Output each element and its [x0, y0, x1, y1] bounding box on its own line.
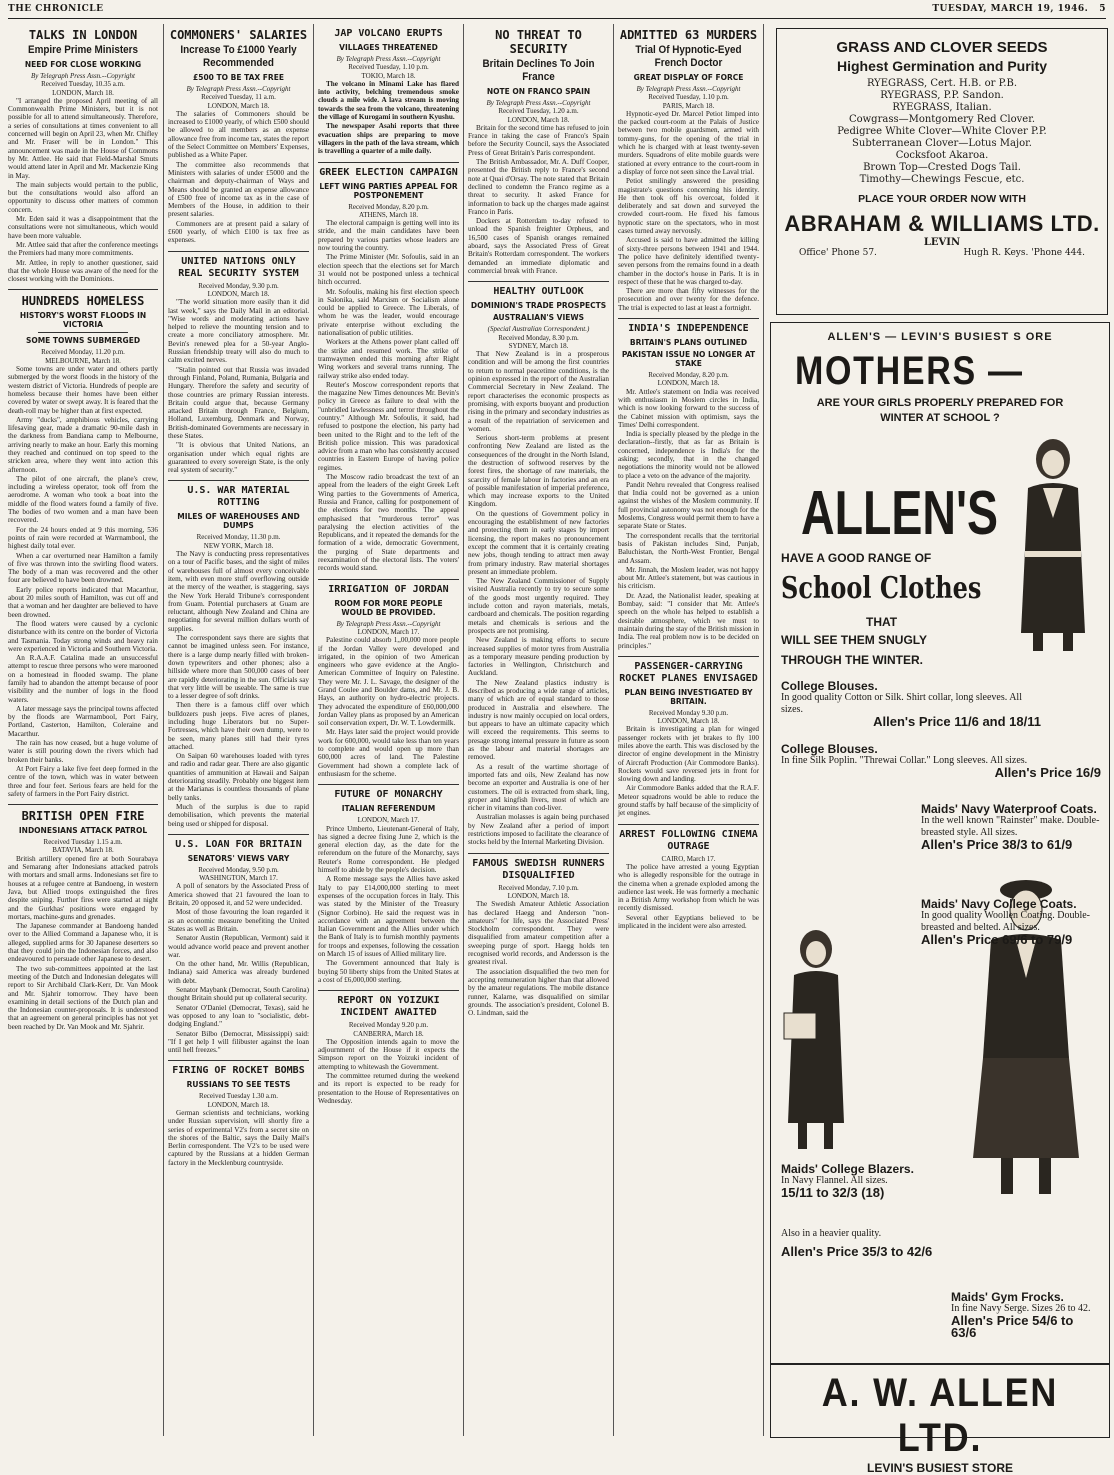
paragraph: "Stalin pointed out that Russia was invaded through Finland, Poland, Rumania, Bulgaria and Hungary. Therefore the safety and security of those countries are primary Russian interests. Britain could argue that, because Germany attacked Britain through France, Belgium, Holland, Luxemburg, Denmark and Norway, British-dominated Governments are necessary in these States. [168, 365, 309, 440]
headline: HUNDREDS HOMELESS [21, 294, 145, 309]
headline: UNITED NATIONS ONLY REAL SECURITY SYSTEM [178, 255, 299, 279]
paragraph: Senator Bilbo (Democrat, Mississippi) said: "If I get help I will filibuster against the loan until hell freezes." [168, 1029, 309, 1055]
paragraph: Army "ducks", amphibious vehicles, carrying lifesaving gear, made a dramatic 90-mile dash in the darkness from Bandiana camp to Melbourne, arriving nearly to make an hour. Early this morning they reached and continued on top speed to the stricken area, where they went into action this afternoon. [8, 415, 158, 474]
article-body [618, 725, 759, 817]
paragraph: An R.A.A.F. Catalina made an unsuccessful attempt to rescue three persons who were marooned on a homestead in flooded swamp. The plane family had to abandon the attempt because of poor visibility and the number of logs in the flood waters. [8, 654, 158, 704]
deck: RUSSIANS TO SEE TESTS [186, 1080, 291, 1090]
dateline: WASHINGTON, March 17. [199, 874, 278, 883]
ad-firm-name: ABRAHAM & WILLIAMS LTD. [784, 211, 1100, 236]
paragraph: Mr. Attlee's statement on India was received with enthusiasm in Moslem circles in India, which is now looking forward to the success of the Cabinet mission with optimism, says the Times' Delhi correspondent. [618, 387, 759, 429]
ad-item-college-blazers: Maids' College Blazers. In Navy Flannel. All sizes. 15/11 to 32/3 (18) [781, 1162, 914, 1200]
article-commoners-salaries [168, 28, 309, 245]
deck: £500 TO BE TAX FREE [193, 73, 284, 82]
deck: SENATORS' VIEWS VARY [187, 853, 290, 863]
deck: NOTE ON FRANCO SPAIN [486, 87, 591, 96]
paragraph: Mr. Attlee, in reply to another questioner, said that the whole House was aware of the need for the closest working with the Dominions. [8, 258, 158, 284]
dateline: LONDON, March 17. [357, 627, 420, 636]
paragraph: The police have arrested a young Egyptian who is allegedly responsible for the outrage in the cinema when a grenade exploded among the audience last week. He was formerly a mechanic in a British Army workshop from which he was recently dismissed. [618, 862, 759, 913]
article-body [318, 219, 459, 572]
paragraph: Mr. Hays later said the project would provide work for 600,000, would take less than ten years to complete and would open up more than 600,000 acres of land. The Palestine Government had shown a complete lack of enthusiasm for the scheme. [318, 728, 459, 778]
paragraph: Mr. Eden said it was a disappointment that the consultations were not simultaneous, which would have been more valuable. [8, 215, 158, 240]
article-body [618, 863, 759, 930]
seed-line: Cocksfoot Akaroa. [895, 150, 989, 161]
deck: HISTORY'S WORST FLOODS IN VICTORIA [19, 311, 147, 330]
ad-town: LEVIN [923, 237, 961, 248]
dateline: NEW YORK, March 18. [203, 541, 274, 550]
paragraph: "It is obvious that United Nations, an organisation under which equal rights are guaranteed to every sovereign State, is the only real system of security." [168, 441, 309, 475]
article-future-monarchy [318, 789, 459, 984]
headline: FIRING OF ROCKET BOMBS [172, 1065, 305, 1077]
paragraph: The main subjects would pertain to the public, but the consultations would also afford an opportunity to discuss other matters of common concern. [8, 180, 158, 214]
column-2 [168, 24, 309, 1436]
dateline: LONDON, March 18. [207, 289, 270, 298]
ad-footer [771, 1363, 1109, 1475]
paragraph: "I arranged the proposed April meeting of all Commonwealth Prime Ministers, but it is not possible for all to attend simultaneously. Therefore, a series of consultations at times convenient to all concerned will begin on April 23, when Mr. Chifley and Mr. Fraser will be in London." This announcement was made in the House of Commons by Mr. Attlee. He said that Field-Marshal Smuts would attend later in April and Mr. Mackenzie King in May. [8, 96, 158, 180]
paragraph: Most of those favouring the loan regarded it as an economic measure benefiting the United States as well as Britain. [168, 908, 309, 933]
paragraph: New Zealand is making efforts to secure increased supplies of motor tyres from Australia as a temporary measure pending production by factories in Wellington, Christchurch and Auckland. [468, 636, 609, 678]
deck: ITALIAN REFERENDUM [341, 804, 436, 814]
paragraph: The Moscow radio broadcast the text of an appeal from the leaders of the eight Greek Left Wing parties to the Governments of America, Russia and France, calling for postponement of the elections for two months. The appeal emphasised that "murderous terror" was paralysing the election activities of the Republicans, and it repeated the demands for the formation of a wide, democratic Government, the purging of State departments and reexamination of the electoral lists. The voters' records would stand. [318, 473, 459, 573]
received: Received Tuesday, 1.10 p.m. [348, 63, 429, 72]
ad-seed-list [777, 78, 1107, 186]
contact-phone: Hugh R. Keys. 'Phone 444. [963, 248, 1085, 258]
headline: FUTURE OF MONARCHY [334, 789, 443, 801]
masthead [8, 4, 1106, 19]
received: Received Monday, 8.20 p.m. [348, 202, 429, 211]
received: Received Tuesday, 1.10 p.m. [648, 93, 729, 102]
paragraph: Hypnotic-eyed Dr. Marcel Petiot limped into the packed court-room at the Palais of Justice between two mobile guardsmen, armed with tommy-guns, for the opening of the trial in which he is charged with at least twenty-seven murders. Squadrons of elite mobile guards were stationed at every entrance to the court-room in a display of force not seen since the Laval trial. [618, 109, 759, 176]
paragraph: The flood waters were caused by a cyclonic disturbance with its centre on the border of Victoria and Tasmania. Today strong winds and heavy rain were experienced in Victoria and Southern Victoria. [8, 619, 158, 653]
paragraph: The Government announced that Italy is buying 50 liberty ships from the United States at a cost of £6,000,000 sterling. [318, 959, 459, 984]
paragraph: The Prime Minister (Mr. Sofoulis, said in an election speech that the elections set for March 31 would not be postponed unless a technical hitch occurred. [318, 253, 459, 287]
paragraph: At Port Fairy a lake five feet deep formed in the centre of the town, which was in water between three and four feet. Serious fears are held for the safety of farmers in the Port Fairy district. [8, 764, 158, 798]
deck: VILLAGES THREATENED [339, 43, 438, 52]
paragraph: On the questions of Government policy in encouraging the establishment of new factories and protecting them in early stages by import licensing, the report makes no pronouncement except the comment that it is certainly creating new jobs, though tending to attract men away from primary industry. Raw material shortages present an immediate problem. [468, 509, 609, 576]
article-body [8, 365, 158, 798]
seed-line: Subterranean Clover—Lotus Major. [852, 138, 1032, 149]
paragraph: India is specially pleased by the pledge in the declaration--firstly, that as far as Britain is concerned, independence is India's for the asking; secondly, that in the changed negotiations the minority would not be allowed to place a veto on the advance of the majority. [618, 430, 759, 480]
received: Received Tuesday 1.30 a.m. [199, 1092, 278, 1101]
article-us-war-material [168, 485, 309, 827]
subheadline: Empire Prime Ministers [27, 44, 139, 56]
deck: INDONESIANS ATTACK PATROL [18, 826, 148, 836]
headline: ARREST FOLLOWING CINEMA OUTRAGE [619, 828, 758, 852]
paragraph: That New Zealand is in a prosperous condition and will be among the first countries to return to normal peacetime conditions, is the opinion expressed in the report of the Australian Commercial Secretary in New Zealand. The report characterises the economic prospects as promising, with exports buoyant and production rising in the primary and secondary industries as a result of the repatriation of servicemen and women. [468, 350, 609, 433]
paragraph: On Saipan 60 warehouses loaded with tyres and radio and radar gear. There are also gigantic quantities of ammunition at Hawaii and Saipan deteriorating steadily. Probably one biggest item at the Marianas is countless thousands of plane belly tanks. [168, 752, 309, 802]
deck: ROOM FOR MORE PEOPLE WOULD BE PROVIDED. [334, 598, 443, 617]
article-healthy-outlook [468, 286, 609, 846]
paragraph: Much of the surplus is due to rapid demobilisation, which prevents the material being used or shipped for disposal. [168, 802, 309, 828]
article-hundreds-homeless [8, 294, 158, 798]
article-swedish-runners [468, 858, 609, 1018]
ad-item-gym-frocks: Maids' Gym Frocks. In fine Navy Serge. Sizes 26 to 42. Allen's Price 54/6 to 63/6 [951, 1290, 1091, 1340]
ad-allens-school-clothes [770, 322, 1110, 1475]
paragraph: The committee also recommends that Ministers with salaries of under £5000 and the chairman and deputy-chairman of Ways and Means should be granted an expense allowance of £500 free of income tax as in the case of Members of the House, in addition to their present salaries. [168, 160, 309, 219]
article-body [168, 110, 309, 245]
paragraph: Mr. Attlee said that after the conference meetings the Premiers had many more commitments. [8, 240, 158, 258]
paragraph: Petiot smilingly answered the presiding magistrate's questions concerning his identity. He then took off his overcoat, folded it deliberately and sat down and surveyed the crowded court-room. He fixed his famous hypnotic stare on the spectators, who in most cases turned away nervously. [618, 177, 759, 236]
paragraph: Reuter's Moscow correspondent reports that the magazine New Times denounces Mr. Bevin's policy in Greece as failure to deal with the "unbridled lawlessness and terror throughout the country." Although Mr. Sofoulis, it said, had refused to postpone the election, his party had been united to the Right and to the left of the British police mission. This was paradoxical advice from a man who has consistently accused countries in Eastern Europe of having police regimes. [318, 380, 459, 472]
ad-question: ARE YOUR GIRLS PROPERLY PREPARED FOR WINTER AT SCHOOL ? [816, 397, 1064, 424]
paragraph: The correspondent recalls that the territorial basis of Pakistan includes Sind, Punjab, Baluchistan, the North-West Frontier, Bengal and Assam. [618, 531, 759, 565]
ad-footer-slogan: LEVIN'S BUSIEST STORE [867, 1461, 1013, 1475]
dateline: LONDON, March 18. [507, 115, 570, 124]
headline: JAP VOLCANO ERUPTS [334, 28, 443, 39]
article-greek-election [318, 167, 459, 573]
paragraph: Palestine could absorb 1,,00,000 more people if the Jordan Valley were developed and irrigated, in the opinion of two American engineers who gave evidence at the Anglo-American Committee of Inquiry on Palestine. They were Mr. J. L. Savage, the designer of the Grand Coulee and Boulder dams, and Mr. J. B. Hays, an authority on hydro-electric projects. They advocated the expenditure of £60,000,000 Jordan Valley plans as proposed by an American soil conservation expert, Dr. W. T. Lowdermilk. [318, 636, 459, 728]
seed-line: Brown Top—Crested Dogs Tail. [863, 162, 1021, 173]
ad-item-college-blouses-1: College Blouses. In good quality Cotton or Silk. Shirt collar, long sleeves. All sizes. Allen's Price 11/6 and 18/11 [781, 679, 1041, 729]
paragraph: The New Zealand Commissioner of Supply visited Australia recently to try to secure some of the goods most urgently required. They include cotton and rayon materials, metals, cardboard and chemicals. The position regarding metals and chemicals is serious and the prospects are not promising. [468, 577, 609, 635]
paragraph: "The world situation more easily than it did last week," says the Daily Mail in an editorial. "Wise words and moderating actions have helped to relieve the mounting tension and to create a more conciliatory atmosphere. Mr. Bevin's renewed plea for a 50-year Anglo-Russian friendship treaty will also do much to calm excited nerves. [168, 298, 309, 365]
paragraph: Workers at the Athens power plant called off the strike and resumed work. The strike of tramwaymen ended this morning after Right Wing workers and several trams running. The railway strike also ended today. [318, 338, 459, 380]
article-body [468, 900, 609, 1017]
girl-in-coat-illustration [1003, 433, 1103, 653]
paragraph: The association disqualified the two men for accepting remuneration higher than that allowed by the amateur regulations. The mobile distance runner, Kalarne, was disqualified on similar grounds. The association's president, Colonel B. O. Lindman, said the [468, 967, 609, 1018]
dateline: LONDON, March 18. [207, 1100, 270, 1109]
paragraph: The electoral campaign is getting well into its stride, and the main candidates have been prepared by various parties whose leaders are now touring the country. [318, 219, 459, 253]
article-rocket-bombs [168, 1065, 309, 1167]
article-body [168, 298, 309, 474]
received: Received Monday, 7.10 p.m. [498, 883, 579, 892]
paragraph: The Swedish Amateur Athletic Association has declared Haegg and Anderson "non-amateurs" for life, says the Associated Press' Stockholm correspondent. They were disqualified from amateur competition after a sweeping purge of sport. Haegg holds ten recognised world records, and Andersson is the greatest rival. [468, 900, 609, 967]
article-rocket-planes [618, 661, 759, 818]
correspondent: (Special Australian Correspondent.) [487, 325, 590, 334]
column-1 [8, 24, 158, 1436]
paragraph: The Opposition intends again to move the adjournment of the House if it expects the Simpson report on the Yoizuki incident of attempting to whitewash the Government. [318, 1037, 459, 1071]
paragraph: Prince Umberto, Lieutenant-General of Italy, has signed a decree fixing June 2, which is the general election day, as the date for the referendum on the future of the Monarchy, says Reuter's Rome correspondent. He pledged himself to abide by the people's decision. [318, 824, 459, 875]
article-body [8, 97, 158, 284]
subheadline: Trial Of Hypnotic-Eyed French Doctor [635, 44, 742, 69]
dateline: CAIRO, March 17. [661, 854, 716, 863]
paragraph: Some towns are under water and others partly submerged by the worst floods in the history of the western district of Victoria. Hundreds of people are homeless because their homes have been either covered by water or swept away. It is feared that the death-roll may be higher than at first expected. [8, 365, 158, 415]
deck: PLAN BEING INVESTIGATED BY BRITAIN. [624, 687, 753, 706]
paragraph: The volcano in Minami Lake has flared into activity, belching tremendous smoke clouds a mile wide. A lava stream is moving towards the sea from the volcano, threatening the village of Kurogami in southern Kyushu. [318, 79, 459, 122]
headline: HEALTHY OUTLOOK [493, 286, 584, 298]
article-body [618, 110, 759, 312]
paragraph: Australian molasses is again being purchased by New Zealand after a period of import restrictions imposed to facilitate the clearance of stocks held by the Internal Marketing Division. [468, 813, 609, 847]
ad-item-college-coats: Maids' Navy College Coats. In good quality Woollen Coating. Double-breasted and belted. All sizes. Allen's Price 69/6 to 79/9 [921, 897, 1090, 947]
received: Received Monday, 9.30 p.m. [198, 281, 279, 290]
paragraph: On the other hand, Mr. Willis (Republican, Indiana) said America was already burdened with debt. [168, 960, 309, 985]
issue-date: TUESDAY, MARCH 19, 1946. 5 [932, 4, 1106, 14]
paragraph: For the 24 hours ended at 9 this morning, 536 points of rain were recorded at Warrnambool, the highest daily total ever. [8, 525, 158, 551]
ad-headline: GRASS AND CLOVER SEEDS [836, 39, 1048, 56]
article-body [468, 350, 609, 847]
deck: DOMINION'S TRADE PROSPECTS [470, 301, 607, 311]
ad-footer-firm: A. W. ALLEN LTD. [821, 1371, 1059, 1460]
girl-reading-illustration [776, 923, 856, 1153]
paragraph: Mr. Jinnah, the Moslem leader, was not happy about Mr. Attlee's statement, but was cautious in his criticism. [618, 565, 759, 591]
headline: U.S. WAR MATERIAL ROTTING [187, 485, 290, 509]
headline: ADMITTED 63 MURDERS [619, 28, 758, 42]
dateline: LONDON, March 17. [357, 816, 420, 825]
paragraph: The correspondent says there are sights that cannot be imagined unless seen. For instance, there is a large dump nearly filled with broken-down typewriters and other phones; also a hillside where more than 500,000 cases of beer are rapidly deteriorating in the sun. Officials say that very little will be useable. The same is true to a lesser degree of soft drinks. [168, 634, 309, 701]
paragraph: British artillery opened fire at both Sourabaya and Semarang after Indonesians attacked patrols with mortars and small arms. Indonesians set fire to houses at a refugee centre at Bandoeng, in western Java, but Allied troops extinguished the fires despite sniping. Further fires were started at night and the Gurkhas' positions were engaged by mortars, machine-guns and grenades. [8, 854, 158, 921]
paragraph: Commoners are at present paid a salary of £600 yearly, of which £100 is tax free as expenses. [168, 219, 309, 245]
ad-top-line: ALLEN'S — LEVIN'S BUSIEST S ORE [827, 331, 1053, 343]
paragraph: Senator Austin (Republican, Vermont) said it would advance world peace and prevent another war. [168, 934, 309, 959]
received: Received Monday, 11.30 p.m. [196, 533, 281, 542]
ad-brand: ALLEN'S [801, 479, 999, 548]
dateline: ATHENS, March 18. [358, 210, 419, 219]
dateline: SYDNEY, March 18. [508, 341, 569, 350]
article-body [618, 388, 759, 650]
ad-item-heavier-quality: Also in a heavier quality. Allen's Price 35/3 to 42/6 [781, 1228, 933, 1259]
article-india-independence [618, 323, 759, 650]
deck: GREAT DISPLAY OF FORCE [633, 73, 744, 82]
article-body [318, 636, 459, 778]
dateline: LONDON, March 18. [657, 379, 720, 388]
dateline: LONDON, March 18. [207, 101, 270, 110]
deck: NEED FOR CLOSE WORKING [24, 60, 142, 69]
ad-order-line: PLACE YOUR ORDER NOW WITH [858, 193, 1026, 205]
paragraph: German scientists and technicians, working under Russian supervision, will shortly fire a series of experimental V2's from a secret site on the shores of the Baltic, says the Daily Mail's Berlin correspondent. The V2's to be used were captured by the Russians at a hidden German factory in the Mecklenburg countryside. [168, 1108, 309, 1167]
byline: By Telegraph Press Assn.--Copyright [486, 99, 591, 107]
paragraph: When a car overturned near Hamilton a family of five was thrown into the swirling flood waters. The body of a man was recovered and the other four are believed to have been drowned. [8, 551, 158, 585]
article-us-loan [168, 839, 309, 1055]
article-body [168, 1109, 309, 1167]
column-5 [618, 24, 759, 1436]
paragraph: As a result of the wartime shortage of imported fats and oils, New Zealand has now become an exporter and Australia is one of her customers. The oil is extracted from shark, ling, groper and kingfish livers, most of which are richer in vitamins than cod-liver. [468, 762, 609, 813]
byline: By Telegraph Press Assn.--Copyright [31, 72, 135, 80]
paragraph: The pilot of one aircraft, the plane's crew, including a wireless operator, took off from the aerodrome. A woman who took a boat into the middle of the flood waters found a family of five. The bodies of two women and a man have been recovered. [8, 474, 158, 525]
deck: BRITAIN'S PLANS OUTLINED [629, 338, 748, 348]
received: Received Monday, 11.20 p.m. [41, 348, 125, 357]
deck-2: SOME TOWNS SUBMERGED [25, 336, 141, 346]
paragraph: There are more than fifty witnesses for the prosecution and over twenty for the defence. The trial is expected to last at least a fortnight. [618, 287, 759, 312]
ad-phones [777, 248, 1107, 258]
received: Received Monday, 8.20 p.m. [648, 371, 729, 380]
byline: By Telegraph Press Assn.--Copyright [336, 619, 441, 628]
byline: By Telegraph Press Assn.--Copyright [186, 85, 291, 93]
headline: NO THREAT TO SECURITY [495, 28, 582, 56]
column-3 [318, 24, 459, 1436]
headline: REPORT ON YOIZUKI INCIDENT AWAITED [337, 995, 440, 1019]
paragraph: Accused is said to have admitted the killing of sixty-three persons between 1941 and 1944. The police have definitely identified twenty-seven persons from the remains found in a death chamber in the doctor's house in Paris. It is in respect of these that he was charged to-day. [618, 236, 759, 286]
paragraph: Britain is investigating a plan for winged passenger rockets with jet brakes to fly 100 miles above the earth. This was disclosed by the director of engine development in the Ministry of Aircraft Production (Air Commodore Banks). Rockets would save reversed jets in front for slowing down and landing. [618, 725, 759, 784]
paragraph: Several other Egyptians believed to be implicated in the incident were also arrested. [618, 913, 759, 931]
seed-line: RYEGRASS, Cert. H.B. or P.B. [866, 78, 1018, 89]
dateline: CANBERRA, March 18. [353, 1029, 424, 1038]
ad-mothers-heading: MOTHERS — [795, 349, 1024, 393]
headline: U.S. LOAN FOR BRITAIN [175, 838, 302, 850]
paragraph: Britain for the second time has refused to join France in taking the case of Franco's Spain before the Security Council, says the Associated Press of Great Britain's Paris correspondent. [468, 123, 609, 157]
article-body [468, 124, 609, 275]
article-jap-volcano [318, 28, 459, 156]
seed-line: Cowgrass—Montgomery Red Clover. [848, 114, 1036, 125]
ad-grass-clover-seeds [776, 28, 1108, 315]
paragraph: The committee returned during the weekend and its report is expected to be ready for presentation to the House of Representatives on Wednesday. [318, 1071, 459, 1105]
received: Received Tuesday, 11 a.m. [201, 93, 276, 102]
paragraph: Early police reports indicated that Macarthur, about 20 miles south of Hamilton, was cut off and that a woman and her daughter are believed to have been drowned. [8, 585, 158, 619]
article-british-open-fire [8, 809, 158, 1031]
received: Received Tuesday, 10.35 a.m. [41, 80, 125, 89]
article-body [168, 882, 309, 1054]
deck-2: PAKISTAN ISSUE NO LONGER AT STAKE [621, 350, 756, 369]
deck: LEFT WING PARTIES APPEAL FOR POSTPONEMENT [319, 181, 458, 200]
article-cinema-outrage [618, 829, 759, 931]
article-yoizuki [318, 995, 459, 1105]
ad-item-college-blouses-2: College Blouses. In fine Silk Poplin. "Threwai Collar." Long sleeves. All sizes. Allen's Price 16/9 [781, 742, 1101, 780]
received: Received Monday, 9.50 p.m. [198, 865, 279, 874]
paragraph: The rain has now ceased, but a huge volume of water is still pouring down the rivers which had broken their banks. [8, 739, 158, 764]
paragraph: Pandit Nehru revealed that Congress realised that India could not be governed as a union against the wishes of the Moslem community. If full provincial autonomy was not enough for the Moslems, Congress would permit them to have a separate State or States. [618, 480, 759, 531]
headline: GREEK ELECTION CAMPAIGN [319, 166, 458, 178]
paragraph: Senator Maybank (Democrat, South Carolina) thought Britain should put up collateral security. [168, 986, 309, 1003]
paragraph: A Rome message says the Allies have asked Italy to pay £14,000,000 sterling to meet expenses of the occupation forces in Italy. This was stated by the Minister of the Treasury (Signor Corbino). He said the request was in accordance with an agreement between the Italian Government and the Allies under which the Bank of Italy is to furnish monthly payments for troops and expenses, following the cessation on March 15 of issues of Allied military lire. [318, 875, 459, 959]
deck: MILES OF WAREHOUSES AND DUMPS [177, 512, 300, 531]
subheadline: Increase To £1000 Yearly Recommended [180, 44, 297, 69]
ad-will-see: WILL SEE THEM SNUGLY [781, 633, 928, 647]
article-united-nations [168, 256, 309, 475]
paragraph: Serious short-term problems at present confronting New Zealand are listed as the consequences of the drought in the North Island, the destruction of softwood reserves by the forest fires, the shortage of raw materials, the scarcity of female labour in factories and an era of possible manifestation of imperial preference, which may increase exports to the United Kingdom. [468, 434, 609, 509]
paragraph: Then there is a famous cliff over which bulldozers push jeeps. Five acres of planes, including huge Liberators but no Super-Fortresses, which have their own dump, were to be seen, many planes still had their tyres attached. [168, 701, 309, 751]
ad-subheadline: Highest Germination and Purity [836, 58, 1048, 74]
dateline: LONDON, March 18. [507, 891, 570, 900]
ad-item-waterproof-coats: Maids' Navy Waterproof Coats. In the well known "Rainster" make. Double-breasted style. All sizes. Allen's Price 38/3 to 61/9 [921, 802, 1100, 852]
seed-line: Timothy—Chewings Fescue, etc. [859, 174, 1025, 185]
received: Received Monday 9.30 p.m. [648, 708, 729, 717]
headline: FAMOUS SWEDISH RUNNERS DISQUALIFIED [472, 857, 605, 881]
article-body [318, 80, 459, 156]
paragraph: Dr. Azad, the Nationalist leader, speaking at Bombay, said: "I consider that Mr. Attlee's speech on the whole has helped to establish a desirable atmosphere, which we must to maintain during the stay of the British mission in India. The real problem now is to be decided on principles." [618, 591, 759, 650]
received: Received Tuesday, 1.20 a.m. [498, 107, 579, 116]
dateline: BATAVIA, March 18. [52, 846, 114, 855]
ad-that: THAT [866, 615, 898, 629]
article-admitted-murders [618, 28, 759, 312]
headline: TALKS IN LONDON [28, 28, 138, 42]
paragraph: The British Ambassador, Mr. A. Duff Cooper, presented the British reply to France's second note at Quai d'Orsay. The note stated that Britain declined to condemn the Franco regime as a threat to security. It asked France for information to back up the charges made against Franco in Paris. [468, 158, 609, 216]
headline: INDIA'S INDEPENDENCE [628, 323, 749, 335]
subheadline: Britain Declines To Join France [482, 58, 595, 83]
dateline: LONDON, March 18. [52, 88, 114, 97]
seed-line: RYEGRASS, P.P. Sandon. [880, 90, 1004, 101]
headline: BRITISH OPEN FIRE [21, 809, 145, 824]
deck-2: AUSTRALIAN'S VIEWS [492, 313, 585, 323]
received: Received Tuesday 1.15 a.m. [43, 838, 123, 847]
article-body [8, 855, 158, 1031]
seed-line: Pedigree White Clover—White Clover P.P. [837, 126, 1047, 137]
paragraph: A poll of senators by the Associated Press of America showed that 21 favoured the loan to Britain, 20 opposed it, and 52 were undecided. [168, 882, 309, 908]
ad-through-winter: THROUGH THE WINTER. [781, 653, 923, 667]
article-body [318, 825, 459, 985]
article-no-threat [468, 28, 609, 275]
headline: IRRIGATION OF JORDAN [328, 583, 449, 595]
article-irrigation-jordan [318, 584, 459, 779]
seed-line: RYEGRASS, Italian. [892, 102, 992, 113]
paragraph: The Japanese commander at Bandoeng handed over to the Allied Command a Japanese who, it is alleged, supplied arms for 30 Japanese deserters so that they could join the Indonesian forces, and also endeavoured to persuade other Japanese to desert. [8, 922, 158, 964]
headline: PASSENGER-CARRYING ROCKET PLANES ENVISAGED [619, 660, 758, 684]
article-body [318, 1038, 459, 1105]
dateline: PARIS, March 18. [662, 101, 715, 110]
ad-school-clothes: School Clothes [781, 571, 982, 606]
article-body [168, 550, 309, 828]
paragraph: The two sub-committees appointed at the last meeting of the Dutch and Indonesian delegates will report to Sir Archibald Clark-Kerr, Dr. Van Mook and Mr. Sjahrir tomorrow. They have been examining in detail sections of the Dutch plan and the Indonesian counter-proposals. It is understood that an agreement on general principles has not yet been reached by Dr. Van Mook and Mr. Sjahrir. [8, 964, 158, 1031]
byline: By Telegraph Press Assn.--Copyright [636, 85, 741, 93]
paragraph: The Navy is conducting press representatives on a tour of Pacific bases, and the sight of miles of warehouses full of almost every conceivable item, with even more stuff overflowing outside at the mercy of the weather, is staggering, says the New York Herald Tribune's correspondent from Guam. Potential purchasers at Guam are reluctant, although New Zealand and China are negotiating for several million dollars worth of supplies. [168, 550, 309, 633]
paragraph: The New Zealand plastics industry is described as producing a wide range of articles, many of which are of equal standard to those produced in Australia and elsewhere. The industry is now mainly occupied on local orders, but appears to have an ultimate capacity which will exceed the requirements. This seems to presage strong internal pressure in future as soon as the labour and material shortages are removed. [468, 678, 609, 762]
paragraph: Air Commodore Banks added that the R.A.F. Meteor squadrons would be able to reduce the ground staffs by half because of the simplicity of jet engines. [618, 784, 759, 818]
received: Received Monday, 8.30 p.m. [498, 333, 579, 342]
paragraph: Dockers at Rotterdam to-day refused to unload the Spanish freighter Orpheus, and 16,500 cases of Spanish oranges remained aboard, says the Associated Press of Great Britain's Rotterdam correspondent. The workers demanded an immediate diplomatic and commercial break with France. [468, 217, 609, 275]
paragraph: The newspaper Asahi reports that three evacuation ships are preparing to move villagers in the path of the lava stream, which is travelling a quarter of a mile daily. [318, 122, 459, 156]
dateline: MELBOURNE, March 18. [45, 356, 121, 365]
byline: By Telegraph Press Assn.--Copyright [336, 55, 441, 63]
dateline: LONDON, March 18. [657, 717, 720, 726]
paper-name: THE CHRONICLE [8, 4, 104, 14]
paragraph: Senator O'Daniel (Democrat, Texas), said he was opposed to any loan to "socialistic, debt-dodging England." [168, 1003, 309, 1029]
received: Received Monday 9.20 p.m. [348, 1021, 429, 1030]
headline: COMMONERS' SALARIES [169, 28, 308, 42]
paragraph: The salaries of Commoners should be increased to £1000 yearly, of which £500 should be allowed to all members as an expense allowance free from income tax, states the report of the Select Committee on Members' Expenses, published as a White Paper. [168, 109, 309, 160]
paragraph: A later message says the principal towns affected by the floods are Warrnambool, Port Fairy, Portland, Casterton, Hamilton, Coleraine and Macarthur. [8, 704, 158, 738]
office-phone: Office' Phone 57. [799, 248, 877, 258]
ad-range-line: HAVE A GOOD RANGE OF [781, 551, 932, 565]
article-talks-in-london [8, 28, 158, 283]
paragraph: Mr. Sofoulis, making his first election speech in Salonika, said Marxism or Socialism alone could be applied to Greece. The Liberals, of whom he was the leader, would encourage private enterprise without excluding the nationalisation of public utilities. [318, 287, 459, 338]
dateline: TOKIO, March 18. [361, 71, 416, 80]
column-4 [468, 24, 609, 1436]
